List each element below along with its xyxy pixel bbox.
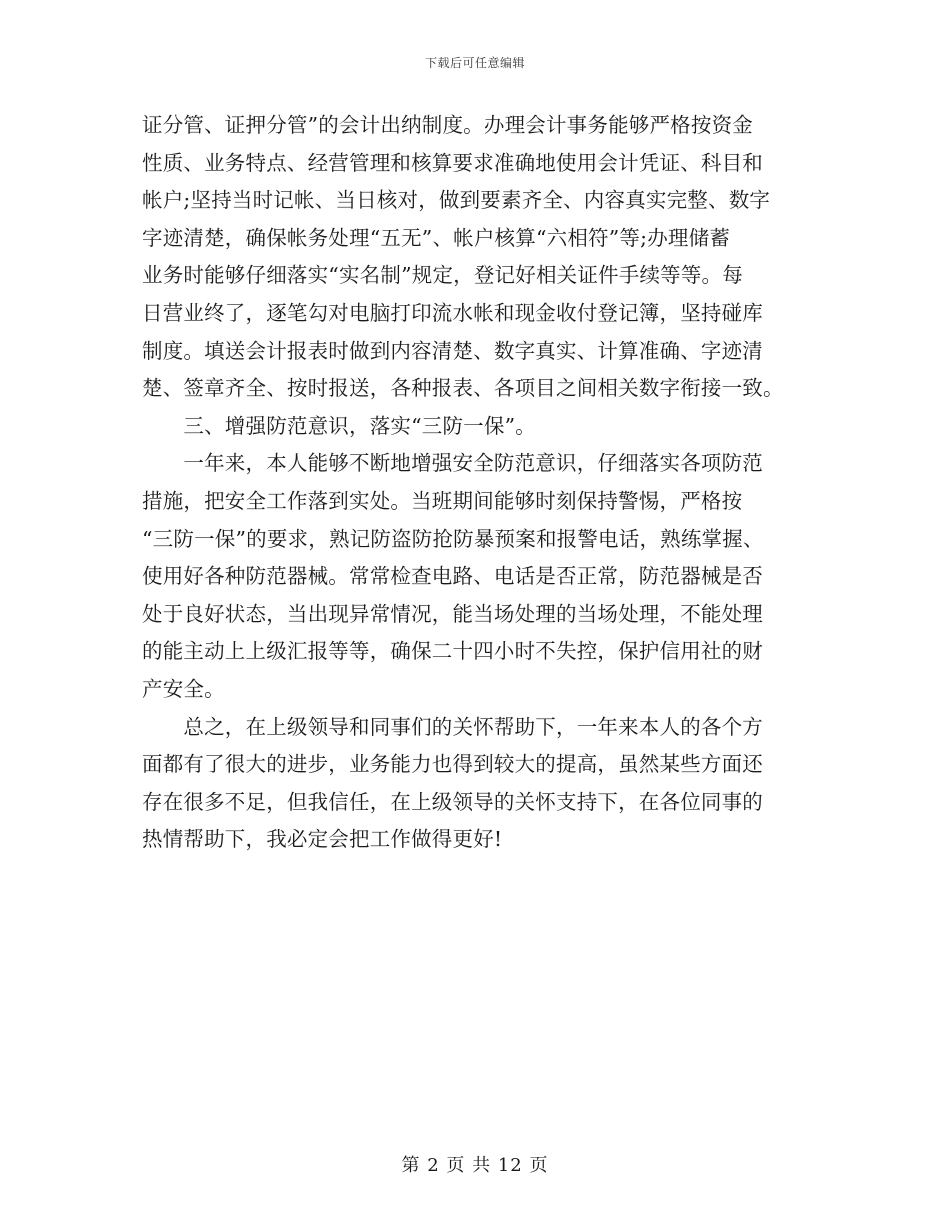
body-line: 字迹清楚，确保帐务处理“五无”、帐户核算“六相符”等;办理储蓄 [142,225,731,250]
body-line: 热情帮助下，我必定会把工作做得更好! [142,827,503,852]
body-line: 性质、业务特点、经营管理和核算要求准确地使用会计凭证、科目和 [142,150,763,175]
body-line: 总之，在上级领导和同事们的关怀帮助下，一年来本人的各个方 [142,714,763,739]
document-body [142,107,812,859]
body-line: 帐户;坚持当时记帐、当日核对，做到要素齐全、内容真实完整、数字 [142,188,771,213]
body-line: 产安全。 [142,676,225,701]
body-line: 楚、签章齐全、按时报送，各种报表、各项目之间相关数字衔接一致。 [142,376,784,401]
body-line: 面都有了很大的进步，业务能力也得到较大的提高，虽然某些方面还 [142,752,763,777]
body-line: 措施，把安全工作落到实处。当班期间能够时刻保持警惕，严格按 [142,488,743,513]
page-header: 下载后可任意编辑 [424,56,525,70]
body-line: 证分管、证押分管”的会计出纳制度。办理会计事务能够严格按资金 [142,113,753,137]
body-line: 业务时能够仔细落实“实名制”规定，登记好相关证件手续等等。每 [142,263,743,288]
body-line: 处于良好状态，当出现异常情况，能当场处理的当场处理，不能处理 [142,601,763,626]
body-line: 一年来，本人能够不断地增强安全防范意识，仔细落实各项防范 [142,451,763,476]
body-line: 的能主动上上级汇报等等，确保二十四小时不失控，保护信用社的财 [142,639,763,664]
body-line: “三防一保”的要求，熟记防盗防抢防暴预案和报警电话，熟练掌握、 [142,526,764,551]
body-line: 制度。填送会计报表时做到内容清楚、数字真实、计算准确、字迹清 [142,338,763,363]
page-number-footer: 第 2 页 共 12 页 [401,1155,549,1176]
body-line: 使用好各种防范器械。常常检查电路、电话是否正常，防范器械是否 [142,564,763,589]
body-line: 存在很多不足，但我信任，在上级领导的关怀支持下，在各位同事的 [142,789,763,814]
body-line: 日营业终了，逐笔勾对电脑打印流水帐和现金收付登记簿，坚持碰库 [142,300,763,325]
section-heading: 三、增强防范意识，落实“三防一保”。 [142,413,536,438]
